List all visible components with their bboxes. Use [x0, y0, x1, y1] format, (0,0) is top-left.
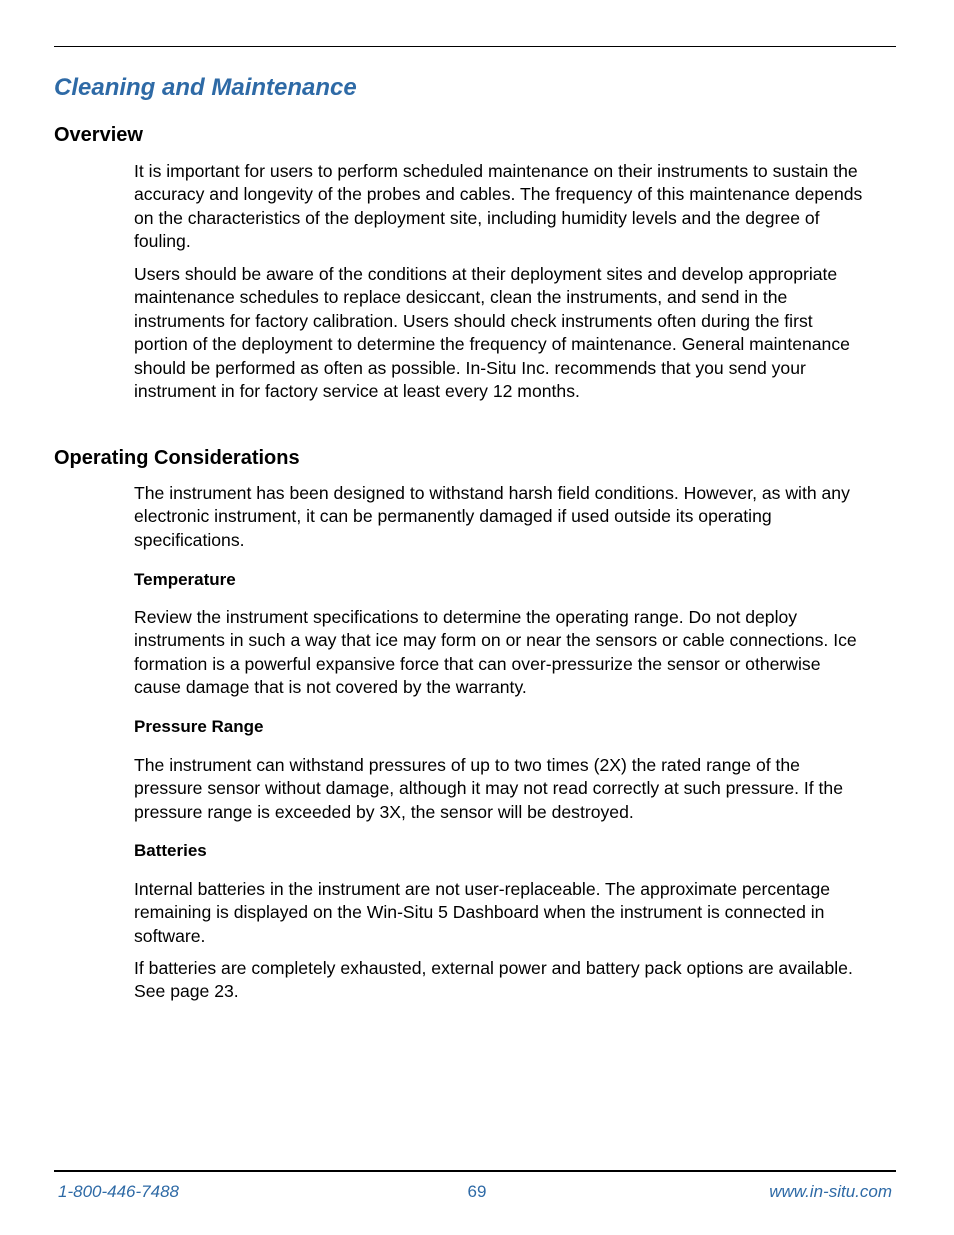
- pressure-range-heading: Pressure Range: [134, 717, 264, 736]
- batteries-paragraph-1: Internal batteries in the instrument are not user-replaceable. The approximate percentage remaining is displayed on the Win-Situ 5 Dashboard when the instrument is connected in software.: [134, 879, 831, 946]
- temperature-heading: Temperature: [134, 570, 236, 589]
- header-rule: [54, 46, 896, 47]
- overview-paragraph-1: It is important for users to perform scheduled maintenance on their instruments to sustain the accuracy and longevity of the probes and cables. The frequency of this maintenance depends on the characteristics of the deployment site, including humidity levels and the degree of fouling.: [134, 161, 863, 252]
- overview-heading: Overview: [54, 124, 143, 146]
- footer-rule: [54, 1170, 896, 1172]
- temperature-paragraph: Review the instrument specifications to determine the operating range. Do not deploy instruments in such a way that ice may form on or near the sensors or cable connections. Ice formation is a powerful expansive force that can over-pressurize the sensor or otherwise cause damage that is not covered by the warranty.: [134, 607, 857, 698]
- batteries-heading: Batteries: [134, 841, 207, 860]
- overview-paragraph-2: Users should be aware of the conditions at their deployment sites and develop appropriate maintenance schedules to replace desiccant, clean the instruments, and send in the instruments for factory calibration. Users should check instruments often during the first portion of the deployment to determine the frequency of maintenance. General maintenance should be performed as often as possible. In-Situ Inc. recommends that you send your instrument in for factory service at least every 12 months.: [134, 264, 850, 402]
- footer-page-number: 69: [467, 1182, 487, 1201]
- operating-intro-paragraph: The instrument has been designed to withstand harsh field conditions. However, as with any electronic instrument, it can be permanently damaged if used outside its operating specifications.: [134, 483, 850, 550]
- batteries-paragraph-2: If batteries are completely exhausted, external power and battery pack options are available. See page 23.: [134, 958, 853, 1002]
- footer-website-link[interactable]: www.in-situ.com: [769, 1182, 892, 1201]
- pressure-range-paragraph: The instrument can withstand pressures of up to two times (2X) the rated range of the pressure sensor without damage, although it may not read correctly at such pressure. If the pressure range is exceeded by 3X, the sensor will be destroyed.: [134, 755, 843, 822]
- operating-considerations-heading: Operating Considerations: [54, 447, 300, 469]
- footer-phone: 1-800-446-7488: [58, 1182, 179, 1201]
- page-title: Cleaning and Maintenance: [54, 74, 357, 101]
